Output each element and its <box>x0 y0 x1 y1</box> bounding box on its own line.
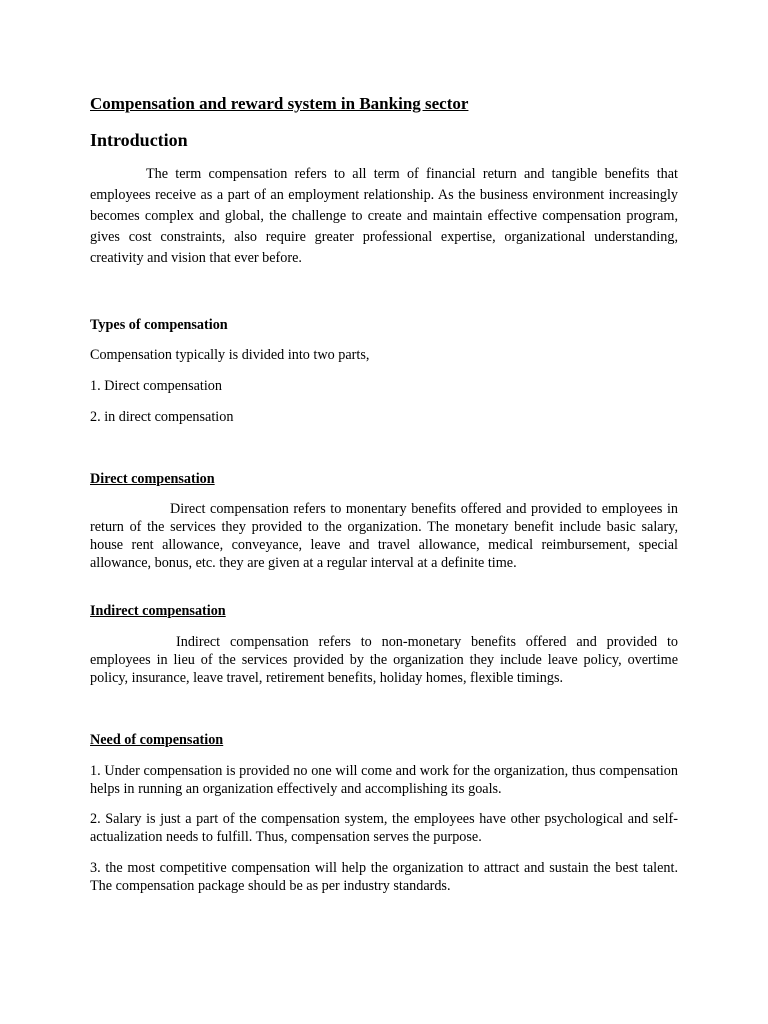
need-item-1: 1. Under compensation is provided no one will come and work for the organization, thus compensation helps in running an organization effectively and accomplishing its goals. <box>90 763 678 797</box>
types-item-direct: 1. Direct compensation <box>90 378 222 394</box>
need-item-3: 3. the most competitive compensation will help the organization to attract and sustain the best talent. The compensation package should be as per industry standards. <box>90 860 678 894</box>
introduction-paragraph: The term compensation refers to all term of financial return and tangible benefits that employees receive as a part of an employment relationship. As the business environment increasingly becomes complex and global, the challenge to create and maintain effective compensation program, gives cost constraints, also require greater professional expertise, organizational understanding, creativity and vision that ever before. <box>90 166 678 266</box>
types-heading: Types of compensation <box>90 317 228 333</box>
need-item-2: 2. Salary is just a part of the compensation system, the employees have other psychological and self-actualization needs to fulfill. Thus, compensation serves the purpose. <box>90 811 678 845</box>
indirect-paragraph: Indirect compensation refers to non-monetary benefits offered and provided to employees in lieu of the services provided by the organization they include leave policy, overtime policy, insurance, leave travel, retirement benefits, holiday homes, flexible timings. <box>90 634 678 686</box>
direct-paragraph: Direct compensation refers to monentary benefits offered and provided to employees in return of the services they provided to the organization. The monetary benefit include basic salary, house rent allowance, conveyance, leave and travel allowance, medical reimbursement, special allowance, bonus, etc. they are given at a regular interval at a definite time. <box>90 501 678 571</box>
need-heading: Need of compensation <box>90 732 224 748</box>
document-title: Compensation and reward system in Banking sector <box>90 94 469 113</box>
direct-heading: Direct compensation <box>90 471 215 487</box>
indirect-heading: Indirect compensation <box>90 603 226 619</box>
introduction-heading: Introduction <box>90 130 188 150</box>
types-item-indirect: 2. in direct compensation <box>90 409 234 425</box>
types-lead: Compensation typically is divided into two parts, <box>90 347 370 363</box>
